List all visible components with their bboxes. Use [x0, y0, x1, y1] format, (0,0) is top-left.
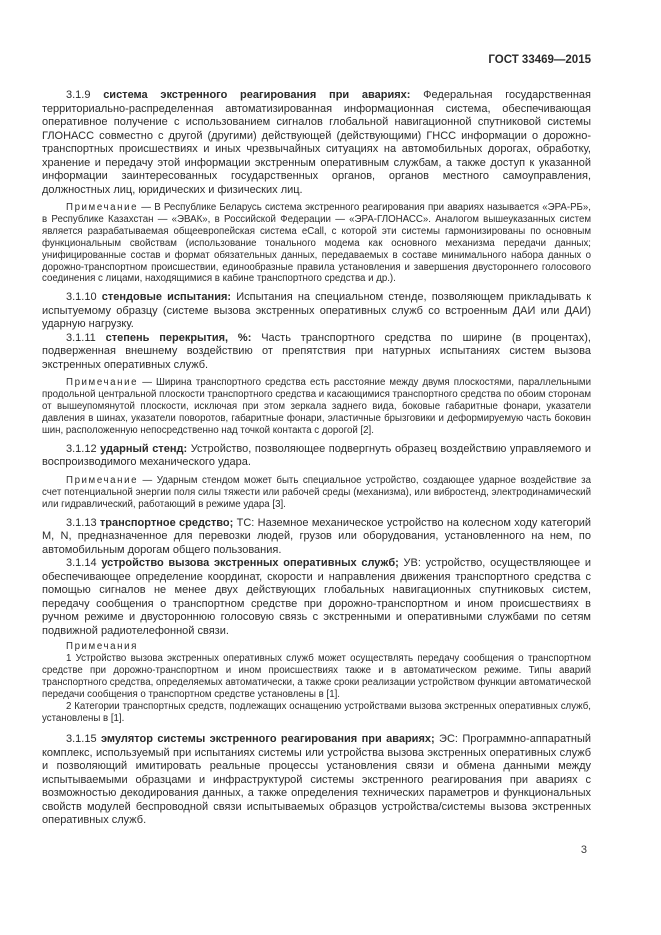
- content-area: [42, 89, 591, 828]
- term-label: стендовые испытания:: [101, 291, 232, 304]
- term-paragraph-3.1.10: [42, 291, 591, 332]
- term-definition: Федеральная государственная территориально-распределенная автоматизированная информационная система, обеспечивающая оперативное получение с использованием сигналов глобальной навигационной спутниковой системы ГЛОНАСС совместно с другой (другими) действующей (действующими) ГНСС информации о дорожно-транспортных происшествиях и иных чрезвычайных ситуациях на автомобильных дорогах, обработку, хранение и передачу этой информации экстренным оперативным службам, а также доступ к указанной информации заинтересованных государственных органов, органов местного самоуправления, должностных лиц, юридических и физических лиц.: [42, 89, 591, 196]
- term-definition: Испытания на специальном стенде, позволяющем прикладывать к испытуемому образцу (системе вызова экстренных оперативных служб со встроенным ДАИ или ДАИ) ударную нагрузку.: [42, 291, 592, 331]
- term-paragraph-3.1.13: [42, 517, 591, 558]
- notes-title: Примечания: [66, 641, 138, 653]
- note-item: 1 Устройство вызова экстренных оперативных служб может осуществлять передачу сообщения о транспортном средстве при дорожно-транспортном и ином происшествиях также и в автоматическом режиме. Типы аварий транспортного средства, определяемых автоматически, а также сроки реализации устройством функции автоматической передачи сообщения о транспортном средстве установлены в [1].: [42, 653, 591, 700]
- note-label: Примечание: [66, 474, 139, 486]
- term-number: 3.1.9: [66, 89, 104, 101]
- term-number: 3.1.10: [66, 291, 102, 304]
- term-definition: УВ: устройство, осуществляющее и обеспечивающее определение координат, скорости и направления движения транспортного средства с помощью сигналов не менее двух действующих глобальных навигационных спутниковых систем, передачу сообщения о транспортном средстве при дорожно-транспортном и ином происшествиях в ручном режиме и двустороннюю голосовую связь с экстренными и оперативными службами по сетям подвижной радиотелефонной связи.: [42, 557, 592, 637]
- term-label: степень перекрытия, %:: [105, 331, 252, 344]
- term-label: транспортное средство;: [99, 516, 234, 529]
- term-definition: Устройство, позволяющее подвергнуть образец воздействию управляемого и воспроизводимого механического удара.: [42, 442, 591, 469]
- term-paragraph-3.1.14: [42, 557, 591, 638]
- term-number: 3.1.12: [66, 442, 101, 455]
- note-label: Примечание: [66, 202, 139, 213]
- note-item: 2 Категории транспортных средств, подлежащих оснащению устройствами вызова экстренных оперативных служб, установлены в [1].: [42, 700, 591, 724]
- note-body: — Ширина транспортного средства есть расстояние между двумя плоскостями, параллельными продольной центральной плоскости транспортного средства и касающимися транспортного средства по обоим сторонам от вышеупомянутой плоскости, исключая при этом зеркала заднего вида, боковые габаритные фонари, указатели давления в шинах, указатели поворотов, габаритные фонари, эластичные брызговики и деформируемую часть боковин шин, расположенную непосредственно над точкой контакта с дорогой [2].: [42, 377, 591, 436]
- term-definition: ТС: Наземное механическое устройство на колесном ходу категорий M, N, предназначенное для перевозки людей, грузов или оборудования, установленного на нем, по автомобильным дорогам общего пользования.: [42, 516, 591, 556]
- term-paragraph-3.1.9: [42, 89, 591, 197]
- document-header: [42, 0, 591, 67]
- note-paragraph: [42, 377, 591, 437]
- term-paragraph-3.1.11: [42, 332, 591, 373]
- note-paragraph: [42, 475, 591, 511]
- term-number: 3.1.15: [66, 733, 101, 746]
- note-paragraph: [42, 202, 591, 285]
- note-body: — В Республике Беларусь система экстренного реагирования при авариях называется «ЭРА-РБ», в Республике Казахстан — «ЭВАК», в Российской Федерации — «ЭРА-ГЛОНАСС». Аналогом вышеуказанных систем является разрабатываемая общеевропейская система eCall, с которой эти системы гармонизированы по основным функциональным свойствам (использование тонального модема как основного механизма передачи данных; унифицированные состав и формат обязательных данных, передаваемых в составе минимального набора данных о дорожно-транспортном происшествии, единообразные правила установления и завершения двустороннего голосового соединения с лицами, находящимися в кабине транспортного средства и др.).: [42, 202, 591, 285]
- term-definition: ЭС: Программно-аппаратный комплекс, используемый при испытаниях системы или устройства вызова экстренных оперативных служб и позволяющий имитировать реальные процессы установления связи и обмена данными между испытываемыми образцами и инфраструктурой системы экстренного реагирования при авариях с возможностью декодирования данных, а также определения технических параметров и функциональных свойств модулей беспроводной связи испытываемых образцов устройства/системы вызова экстренных оперативных служб.: [42, 733, 592, 827]
- term-number: 3.1.11: [66, 331, 106, 344]
- term-label: система экстренного реагирования при авариях:: [103, 89, 411, 101]
- term-number: 3.1.14: [66, 557, 102, 570]
- term-number: 3.1.13: [66, 516, 100, 529]
- note-body: — Ударным стендом может быть специальное устройство, создающее ударное воздействие за счет потенциальной энергии поля силы тяжести или рабочей среды (механизма), или вибростенд, электродинамический или гидравлический, работающий в режиме удара [3].: [42, 474, 591, 510]
- term-label: устройство вызова экстренных оперативных служб;: [101, 557, 399, 570]
- term-definition: Часть транспортного средства по ширине (в процентах), подверженная внешнему воздействию от препятствия при натурных испытаниях систем вызова экстренных оперативных служб.: [42, 331, 591, 371]
- term-label: эмулятор системы экстренного реагирования при авариях;: [100, 733, 435, 746]
- term-paragraph-3.1.12: [42, 443, 591, 470]
- term-paragraph-3.1.15: [42, 733, 591, 828]
- page-number: 3: [580, 844, 587, 856]
- term-label: ударный стенд:: [100, 442, 188, 455]
- standard-code: ГОСТ 33469—2015: [488, 54, 591, 66]
- note-label: Примечание: [66, 377, 139, 389]
